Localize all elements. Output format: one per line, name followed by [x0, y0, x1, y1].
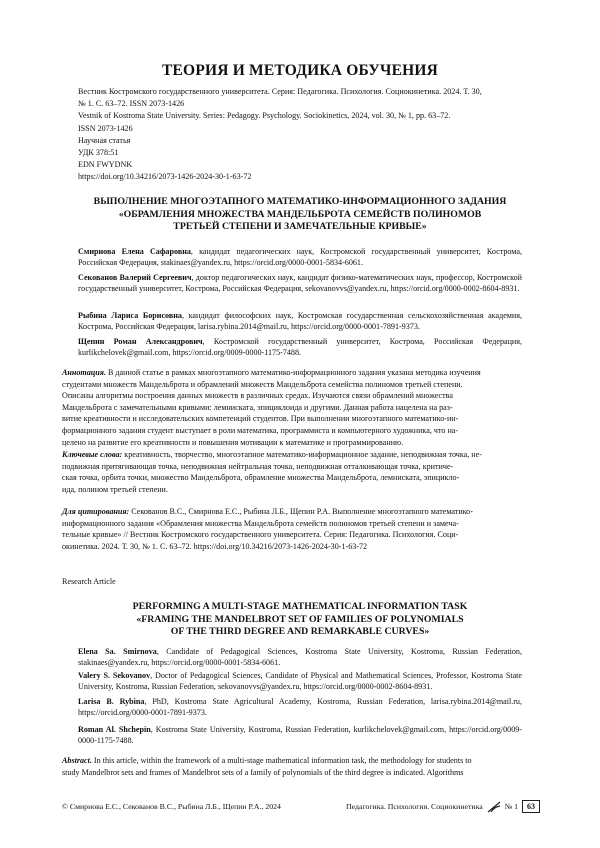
research-article-label: Research Article: [62, 577, 116, 586]
citation-line: информационного задания «Обрамления множества Мандельброта семейств полиномов третьей степени и замеча-: [62, 518, 459, 528]
abstract-heading: Аннотация.: [62, 368, 106, 377]
footer-issue: № 1: [504, 802, 518, 811]
citation-line: Секованов В.С., Смирнова Е.С., Рыбина Л.Б., Щепин Р.А. Выполнение многоэтапного математико-: [129, 507, 473, 516]
title-line: ТРЕТЬЕЙ СТЕПЕНИ И ЗАМЕЧАТЕЛЬНЫЕ КРИВЫЕ»: [173, 221, 427, 233]
author-name: Roman Al. Shchepin: [78, 725, 151, 734]
abstract-heading: Abstract.: [62, 756, 92, 765]
abstract-line: In this article, within the framework of a multi-stage mathematical information task, the methodology for students to: [91, 756, 472, 765]
author-affiliation: , кандидат философских наук, Костромская государственная сельскохозяйственная академия, Кострома, Российская Федерация, larisa.rybina.2014@mail.ru, https://orcid.org/0000-0001-7891-9373.: [78, 311, 522, 332]
page-number: 63: [522, 800, 540, 813]
abstract-line: студентами множеств Мандельброта и обрамлений множеств Мандельброта семейства полиномов третьей степени.: [62, 379, 463, 389]
section-title: ТЕОРИЯ И МЕТОДИКА ОБУЧЕНИЯ: [161, 62, 439, 79]
author-affiliation: , Doctor of Pedagogical Sciences, Candidate of Physical and Mathematical Sciences, Professor, Kostroma State University, Kostroma, Russian Federation, sekovanovvs@yandex.ru, https://orcid.org/0000-0002-8604-8931.: [78, 671, 522, 692]
citation-heading: Для цитирования:: [62, 507, 130, 516]
journal-logo-icon: [487, 801, 501, 813]
author-name: Elena Sa. Smirnova: [78, 647, 157, 656]
author-entry-en: [78, 670, 522, 693]
author-entry: [78, 310, 522, 333]
author-name: Щепин Роман Александрович: [78, 337, 203, 346]
meta-line: Вестник Костромского государственного университета. Серия: Педагогика. Психология. Социокинетика. 2024. Т. 30,: [78, 87, 482, 96]
author-affiliation: , Candidate of Pedagogical Sciences, Kostroma State University, Kostroma, Russian Federation, stakinaes@yandex.ru, https://orcid.org/0000-0001-5834-6061.: [78, 647, 522, 668]
abstract-line: В данной статье в рамках многоэтапного математико-информационного задания указана методика изучения: [105, 368, 481, 377]
author-name: Valery S. Sekovanov: [78, 671, 151, 680]
author-affiliation: , кандидат педагогических наук, Костромской государственный университет, Кострома, Российская Федерация, stakinaes@yandex.ru, https://orcid.org/0000-0001-5834-6061.: [78, 247, 522, 268]
title-line: PERFORMING A MULTI-STAGE MATHEMATICAL INFORMATION TASK: [132, 601, 468, 612]
author-entry: [78, 336, 522, 359]
meta-line: EDN FWYDNK: [78, 160, 133, 170]
title-line: «ОБРАМЛЕНИЯ МНОЖЕСТВА МАНДЕЛЬБРОТА СЕМЕЙСТВ ПОЛИНОМОВ: [118, 208, 482, 220]
title-line: ВЫПОЛНЕНИЕ МНОГОЭТАПНОГО МАТЕМАТИКО-ИНФОРМАЦИОННОГО ЗАДАНИЯ: [93, 196, 507, 207]
author-entry-en: [78, 696, 522, 719]
abstract-line: study Mandelbrot sets and frames of Mandelbrot sets of a family of polynomials of the third degree is indicated. Algorithms: [62, 767, 464, 777]
footer-journal: [346, 800, 540, 813]
abstract-line: витие креативности и исследовательских компетенций студентов. При выполнении многоэтапного математико-ин-: [62, 414, 459, 424]
title-line: OF THE THIRD DEGREE AND REMARKABLE CURVES»: [170, 626, 430, 638]
author-affiliation: , Kostroma State University, Kostroma, Russian Federation, kurlikchelovek@gmail.com, https://orcid.org/0009-0000-1175-7488.: [78, 725, 522, 746]
author-affiliation: , Костромской государственный университет, Кострома, Российская Федерация, kurlikchelovek@gmail.com, https://orcid.org/0009-0000-1175-7488.: [78, 337, 522, 358]
meta-line: № 1. С. 63–72. ISSN 2073-1426: [78, 99, 185, 109]
author-entry: [78, 246, 522, 269]
meta-line: УДК 378:51: [78, 148, 119, 158]
author-affiliation: , PhD, Kostroma State Agricultural Academy, Kostroma, Russian Federation, larisa.rybina.2014@mail.ru, https://orcid.org/0000-0001-7891-9373.: [78, 697, 522, 718]
author-affiliation: , доктор педагогических наук, кандидат физико-математических наук, профессор, Костромской государственный университет, Кострома, Российская Федерация, sekovanovvs@yandex.ru, https://orcid.org/0000-0002-8604-8931.: [78, 273, 522, 294]
journal-metadata: [78, 86, 538, 184]
author-entry: [78, 272, 522, 295]
author-name: Смирнова Елена Сафаровна: [78, 247, 191, 256]
abstract-en: [62, 755, 540, 778]
keywords-line: креативность, творчество, многоэтапное математико-информационное задание, неподвижная точка, не-: [122, 450, 482, 459]
keywords-ru: [62, 449, 540, 495]
doi-link[interactable]: https://doi.org/10.34216/2073-1426-2024-30-1-63-72: [78, 172, 252, 182]
author-name: Larisa B. Rybina: [78, 697, 145, 706]
copyright-notice: © Смирнова Е.С., Секованов В.С., Рыбина Л.Б., Щепин Р.А., 2024: [62, 802, 281, 811]
meta-line: Vestnik of Kostroma State University. Series: Pedagogy. Psychology. Sociokinetics, 2024, vol. 30, № 1, pp. 63–72.: [78, 111, 451, 121]
keywords-line: ская точка, орбита точки, множество Мандельброта, обрамление множества Мандельброта, лемниската, эпицикло-: [62, 473, 460, 483]
author-entry-en: [78, 646, 522, 669]
keywords-line: подвижная притягивающая точка, неподвижная нейтральная точка, неподвижная отталкивающая точка, критиче-: [62, 461, 454, 471]
article-title-en: [60, 601, 540, 639]
citation-line: окинетика. 2024. Т. 30, № 1. С. 63–72. https://doi.org/10.34216/2073-1426-2024-30-1-63-72: [62, 541, 368, 551]
abstract-line: Описаны алгоритмы построения данных множеств в различных средах. Изучаются связи обрамлений множества: [62, 391, 453, 401]
abstract-line: Мандельброта с замечательными кривыми: лемниската, эпициклоида и другими. Данная работа нацелена на раз-: [62, 402, 453, 412]
keywords-line: ида, полином третьей степени.: [62, 484, 168, 494]
meta-line: ISSN 2073-1426: [78, 123, 133, 133]
title-line: «FRAMING THE MANDELBROT SET OF FAMILIES OF POLYNOMIALS: [136, 613, 464, 625]
keywords-heading: Ключевые слова:: [62, 450, 123, 459]
author-name: Рыбина Лариса Борисовна: [78, 311, 182, 320]
article-title-ru: [60, 196, 540, 234]
abstract-ru: [62, 367, 540, 448]
abstract-line: целено на развитие его креативности и повышения мотивации к математике и программированию.: [62, 437, 404, 447]
citation-line: тельные кривые» // Вестник Костромского государственного университета. Серия: Педагогика. Психология. Соци-: [62, 530, 459, 540]
author-name: Секованов Валерий Сергеевич: [78, 273, 192, 282]
abstract-line: формационного задания студент выступает в роли математика, программиста и компьютерного художника, что на-: [62, 425, 459, 435]
citation-ru: [62, 506, 540, 552]
footer-journal-name: Педагогика. Психология. Социокинетика: [346, 802, 483, 811]
meta-line: Научная статья: [78, 135, 131, 145]
author-entry-en: [78, 724, 522, 747]
